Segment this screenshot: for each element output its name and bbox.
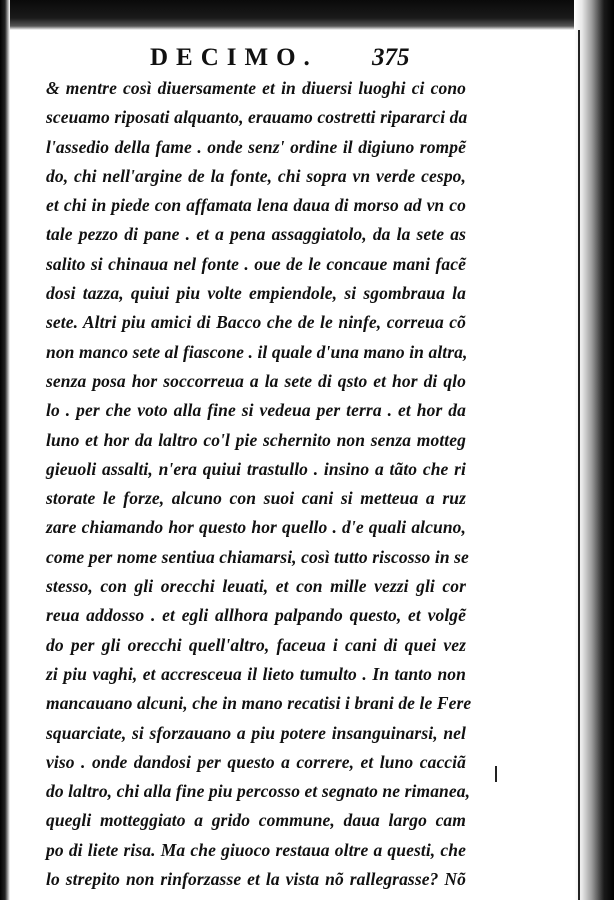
- text-line: non manco sete al fiascone . il quale d'una mano in altra,: [46, 341, 468, 362]
- text-line: salito si chinaua nel fonte . oue de le concaue mani facẽ: [46, 253, 466, 274]
- text-line: et chi in piede con affamata lena daua di morso ad vn co: [46, 195, 466, 216]
- text-line: lo . per che voto alla fine si vedeua per terra . et hor da: [46, 400, 466, 421]
- text-line: sete. Altri piu amici di Bacco che de le ninfe, correua cõ: [46, 312, 466, 333]
- page-header: [0, 44, 580, 74]
- text-line: viso . onde dandosi per questo a correre, et luno cacciã: [46, 751, 466, 772]
- ink-mark: [495, 766, 497, 782]
- text-line: dosi tazza, quiui piu volte empiendole, si sgombraua la: [46, 283, 466, 304]
- page-edge-line: [578, 30, 580, 900]
- text-line: come per nome sentiua chiamarsi, così tutto riscosso in se: [46, 546, 469, 567]
- text-line: stesso, con gli orecchi leuati, et con mille vezzi gli cor: [46, 576, 466, 597]
- running-head: DECIMO.: [150, 44, 318, 71]
- text-line: & mentre così diuersamente et in diuersi luoghi ci cono: [46, 78, 466, 98]
- text-line: do laltro, chi alla fine piu percosso et segnato ne rimanea,: [46, 781, 471, 802]
- page-top-shadow: [0, 0, 614, 30]
- text-line: sceuamo riposati alquanto, erauamo costretti ripararci da: [46, 107, 468, 128]
- text-line: reua addosso . et egli allhora palpando questo, et volgẽ: [46, 605, 466, 626]
- text-line: mancauano alcuni, che in mano recatisi i brani de le Fere: [46, 693, 472, 714]
- text-line: do, chi nell'argine de la fonte, chi sopra vn verde cespo,: [46, 165, 466, 186]
- page-left-edge: [0, 0, 10, 900]
- text-line: squarciate, si sforzauano a piu potere insanguinarsi, nel: [46, 722, 466, 743]
- text-line: lo strepito non rinforzasse et la vista nõ rallegrasse? Nõ: [46, 869, 466, 890]
- text-line: gieuoli assalti, n'era quiui trastullo . insino a tãto che ri: [46, 458, 466, 479]
- text-line: zi piu vaghi, et accresceua il lieto tumulto . In tanto non: [46, 663, 466, 684]
- text-line: luno et hor da laltro co'l pie schernito non senza motteg: [46, 429, 466, 450]
- text-line: zare chiamando hor questo hor quello . d'e quali alcuno,: [46, 517, 466, 538]
- text-line: do per gli orecchi quell'altro, faceua i cani di quei vez: [46, 634, 466, 655]
- text-line: l'assedio della fame . onde senz' ordine il digiuno rompẽ: [46, 136, 466, 157]
- text-line: po di liete risa. Ma che giuoco restaua oltre a questi, che: [46, 839, 466, 860]
- text-line: tale pezzo di pane . et a pena assaggiatolo, da la sete as: [46, 224, 466, 245]
- text-line: quegli motteggiato a grido commune, daua largo cam: [46, 810, 466, 831]
- page-number: 375: [372, 44, 410, 71]
- body-text: [46, 74, 472, 894]
- text-line: storate le forze, alcuno con suoi cani si metteua a ruz: [46, 488, 466, 509]
- text-line: senza posa hor soccorreua a la sete di qsto et hor di qlo: [46, 370, 466, 391]
- book-gutter-shadow: [574, 0, 614, 900]
